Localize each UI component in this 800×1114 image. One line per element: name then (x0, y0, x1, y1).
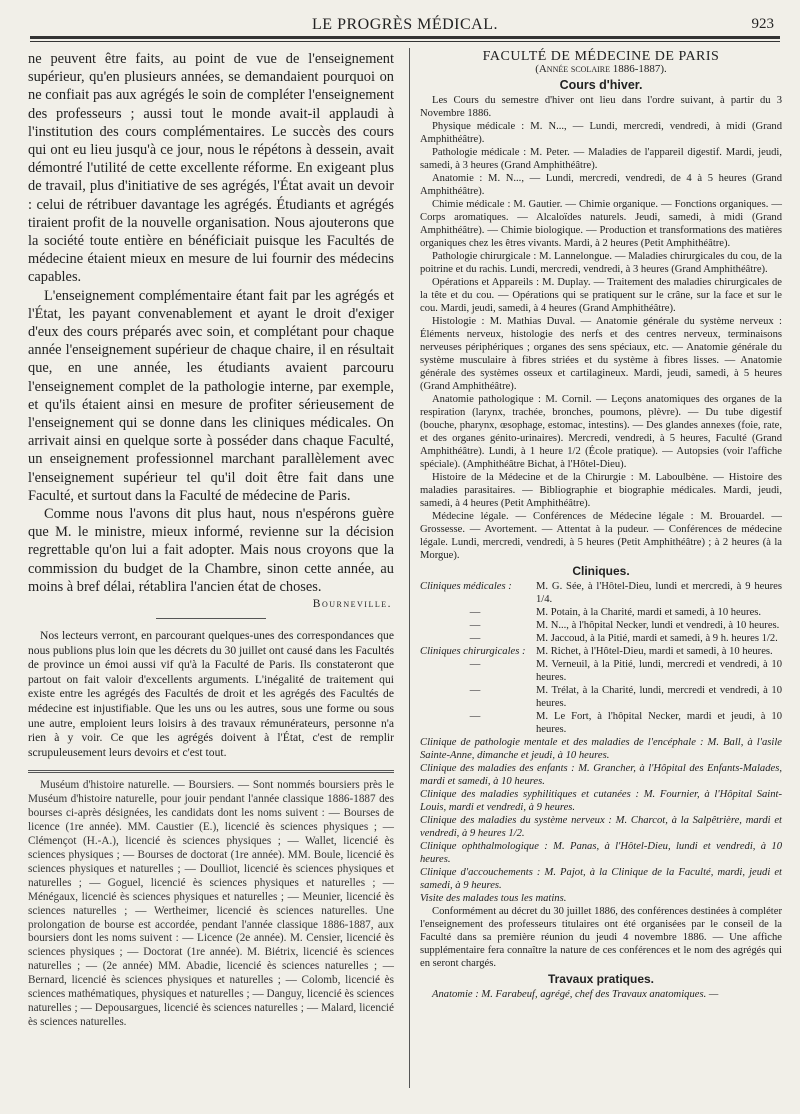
left-column (28, 50, 394, 1030)
clinic-row (420, 658, 782, 684)
clinic-entry: M. Richet, à l'Hôtel-Dieu, mardi et samedi, à 10 heures. (536, 646, 773, 657)
ditto-dash: — (469, 607, 481, 618)
editorial-note: Nos lecteurs verront, en parcourant quelques-unes des correspondances que nous publions plus loin que les décrets du 30 juillet ont causé dans les Facultés de province un émoi aussi vif qu'à la Faculté de Paris. Ils constateront que partout on fait valoir d'excellents arguments. L'inégalité de traitement qui existe entre les agrégés des Facultés de droit et les agrégés des Facultés de médecine est injustifiable. Que les uns ou les autres, sous une forme ou sous une autre, emploient leurs loisirs à des travaux rémunérateurs, personne n'a rien à y voir. Ce que les agrégés doivent à l'État, c'est de remplir scrupuleusement leurs devoirs et c'est tout. (28, 629, 394, 759)
course-item: Histologie : M. Mathias Duval. — Anatomie générale du système nerveux : Éléments nerveux, histologie des nerfs et des centres nerveux, terminaisons nerveuses périphériques ; organes des sens spéciaux, etc. — Anatomie générale du système musculaire à fibres striées et du système à fibres lisses. — Anatomie générale des systèmes osseux et cartilagineux. Mardi, jeudi, samedi, à 5 heures (Grand Amphithéâtre). (420, 316, 782, 392)
page-number: 923 (751, 16, 774, 32)
course-item: Médecine légale. — Conférences de Médecine légale : M. Brouardel. — Grossesse. — Avortement. — Attentat à la pudeur. — Conférences de médecine légale. Lundi, mercredi, vendredi, à 5 heures (Petit Amphithéâtre) ; à 2 heures (à la Morgue). (420, 511, 782, 561)
clinic-entry: M. Jaccoud, à la Pitié, mardi et samedi, à 9 h. heures 1/2. (536, 633, 778, 644)
clinic-row (420, 632, 782, 645)
clinic-row (420, 580, 782, 606)
clinic-row (420, 684, 782, 710)
winter-intro: Les Cours du semestre d'hiver ont lieu dans l'ordre suivant, à partir du 3 Novembre 1886. (420, 95, 782, 119)
clinic-row (420, 710, 782, 736)
museum-notice: Muséum d'histoire naturelle. — Boursiers. — Sont nommés boursiers près le Muséum d'histoire naturelle, pour jouir pendant l'année classique 1886-1887 des bourses ci-après désignées, les candidats dont les noms suivent : — Bourses de licence (1re année). MM. Caustier (E.), licencié ès sciences physiques ; — Clémençot (H.-A.), licencié ès sciences physiques ; — Wallet, licencié ès sciences physiques ; — Bourses de doctorat (1re année). MM. Boule, licencié ès sciences physiques et naturelles ; — Doulliot, licencié ès sciences physiques et naturelles ; — Goguel, licencié ès sciences physiques et naturelles ; — Ménégaux, licencié ès sciences physiques et naturelles ; — Meunier, licencié ès sciences naturelles ; — Wertheimer, licencié ès sciences naturelles. Une prolongation de bourse est accordée, pendant l'année classique 1886-1887, aux boursiers dont les noms suivent : — Licence (2e année). M. Censier, licencié ès sciences physiques ; — Doctorat (1re année). M. Biétrix, licencié ès sciences naturelles ; — (2e année) MM. Abadie, licencié ès sciences naturelles ; — Bernard, licencié ès sciences physiques et naturelles ; — Colomb, licencié ès sciences mathématiques, physiques et naturelles ; — Danguy, licencié ès sciences naturelles ; — Depousargues, licencié ès sciences naturelles ; — Malard, licencié ès sciences naturelles. (28, 779, 394, 1028)
course-item: Pathologie médicale : M. Peter. — Maladies de l'appareil digestif. Mardi, jeudi, samedi, à 3 heures (Grand Amphithéâtre). (420, 147, 782, 171)
clinics-heading: Cliniques. (572, 564, 630, 578)
clinic-entry: M. Verneuil, à la Pitié, lundi, mercredi et vendredi, à 10 heures. (536, 659, 782, 683)
clinic-entry: M. Potain, à la Charité, mardi et samedi, à 10 heures. (536, 607, 762, 618)
practical-work-heading: Travaux pratiques. (547, 972, 655, 986)
section-rule (156, 618, 266, 619)
ditto-dash: — (469, 620, 481, 631)
visit-note: Visite des malades tous les matins. (420, 893, 567, 904)
column-divider (409, 48, 410, 1088)
specialty-clinic: Clinique des maladies du système nerveux : M. Charcot, à la Salpêtrière, mardi et vendredi, à 9 heures 1/2. (420, 815, 782, 839)
clinic-entry: M. Le Fort, à l'hôpital Necker, mardi et jeudi, à 10 heures. (536, 711, 782, 735)
double-rule (28, 770, 394, 773)
decree-paragraph: Conformément au décret du 30 juillet 1886, des conférences destinées à compléter l'enseignement des professeurs titulaires ont été organisées par le conseil de la Faculté dans sa première réunion du jeudi 4 novembre 1886. — Une affiche supplémentaire fera connaître la nature de ces conférences et le nom des agrégés qui en seront chargés. (420, 906, 782, 969)
course-item: Anatomie pathologique : M. Cornil. — Leçons anatomiques des organes de la respiration (larynx, trachée, bronches, poumons, plèvre). — Du tube digestif (bouche, pharynx, œsophage, estomac, intestins). — Des glandes annexes (foie, rate, et des organes génito-urinaires). Mercredi, vendredi, à 5 heures, Faculté (Grand Amphithéâtre). Lundi, à 1 heure 1/2 (École pratique). — Autopsies (voir l'affiche spéciale). (Amphithéâtre Bichat, à l'Hôtel-Dieu). (420, 394, 782, 470)
course-item: Histoire de la Médecine et de la Chirurgie : M. Laboulbène. — Histoire des maladies parasitaires. — Bibliographie et biographie médicales. Mardi, jeudi, samedi, à 4 heures (Petit Amphithéâtre). (420, 472, 782, 509)
header-rule-thin (30, 41, 780, 42)
specialty-clinic: Clinique des maladies syphilitiques et cutanées : M. Fournier, à l'Hôpital Saint-Louis, mardi et vendredi, à 9 heures. (420, 789, 782, 813)
clinic-row (420, 619, 782, 632)
clinic-row (420, 645, 782, 658)
academic-year: (Année scolaire 1886-1887). (535, 63, 667, 75)
winter-courses-heading: Cours d'hiver. (559, 78, 643, 92)
ditto-dash: — (469, 659, 481, 670)
page-header (30, 14, 780, 38)
course-item: Chimie médicale : M. Gautier. — Chimie organique. — Fonctions organiques. — Corps aromatiques. — Alcaloïdes naturels. Jeudi, samedi, à midi (Grand Amphithéâtre). — Chimie biologique. — Production et transformations des matières organiques chez les êtres vivants. Mardi, à 2 heures (Petit Amphithéâtre). (420, 199, 782, 249)
specialty-clinic: Clinique des maladies des enfants : M. Grancher, à l'Hôpital des Enfants-Malades, mardi et samedi, à 10 heures. (420, 763, 782, 787)
ditto-dash: — (469, 685, 481, 696)
course-item: Opérations et Appareils : M. Duplay. — Traitement des maladies chirurgicales de la tête et du cou. — Opérations qui se pratiquent sur le crâne, sur la face et sur le cou. Mardi, jeudi, samedi, à 4 heures (Grand Amphithéâtre). (420, 277, 782, 314)
author-signature: Bourneville. (312, 598, 392, 611)
specialty-clinic: Clinique ophthalmologique : M. Panas, à l'Hôtel-Dieu, lundi et vendredi, à 10 heures. (420, 841, 782, 865)
header-rule-thick (30, 36, 780, 39)
paragraph-3: Comme nous l'avons dit plus haut, nous n'espérons guère que M. le ministre, mieux informé, revienne sur la décision regrettable qu'on lui a fait adopter. Mais nous croyons que la commission du budget de la Chambre, sinon cette année, au moins à bref délai, rétablira l'ancien état de choses. (28, 506, 394, 595)
ditto-dash: — (469, 633, 481, 644)
clinic-entry: M. Trélat, à la Charité, lundi, mercredi et vendredi, à 10 heures. (536, 685, 782, 709)
course-item: Physique médicale : M. N..., — Lundi, mercredi, vendredi, à midi (Grand Amphithéâtre). (420, 121, 782, 145)
clinic-entry: M. N..., à l'hôpital Necker, lundi et vendredi, à 10 heures. (536, 620, 780, 631)
clinics-surgical-label: Cliniques chirurgicales : (420, 646, 526, 657)
specialty-clinic: Clinique d'accouchements : M. Pajot, à la Clinique de la Faculté, mardi, jeudi et samedi, à 9 heures. (420, 867, 782, 891)
practical-work-entry: Anatomie : M. Farabeuf, agrégé, chef des Travaux anatomiques. — (432, 989, 719, 1000)
course-item: Pathologie chirurgicale : M. Lannelongue. — Maladies chirurgicales du cou, de la poitrine et du rachis. Lundi, mercredi, vendredi, à 3 heures (Grand Amphithéâtre). (420, 251, 782, 275)
clinic-row (420, 606, 782, 619)
course-item: Anatomie : M. N..., — Lundi, mercredi, vendredi, de 4 à 5 heures (Grand Amphithéâtre). (420, 173, 782, 197)
paragraph-2: L'enseignement complémentaire étant fait par les agrégés et l'État, les payant convenablement et ayant le droit d'exiger d'eux des cours préparés avec soin, et complétant pour chaque année l'enseignement supérieur de chaque chaire, il en résultait que, en une année, les étudiants avaient parcouru l'enseignement complet de la pathologie interne, par exemple, et qu'ils étaient ainsi en mesure de profiter sérieusement de l'enseignement qui se donne dans les cliniques médicales. On arrivait ainsi en quelque sorte à posséder dans chaque Faculté, un enseignement professionnel marchant parallèlement avec l'enseignement supérieur tel qu'il doit être fait dans une Faculté, et surtout dans la Faculté de médecine de Paris. (28, 287, 394, 504)
clinic-entry: M. G. Sée, à l'Hôtel-Dieu, lundi et mercredi, à 9 heures 1/4. (536, 581, 782, 605)
journal-title: LE PROGRÈS MÉDICAL. (312, 16, 498, 33)
faculty-title: FACULTÉ DE MÉDECINE DE PARIS (482, 49, 720, 64)
paragraph-1: ne peuvent être faits, au point de vue de l'enseignement supérieur, qu'en plusieurs années, se demandaient pourquoi on ne confiait pas aux agrégés le soin de compléter l'enseignement des professeurs ; aussi tout le monde avait-il applaudi à l'institution des cours complémentaires. Le succès des cours qui ont eu lieu jusqu'à ce jour, nous le répétons à dessein, avait démontré l'utilité de cette excellente réforme. En exigeant plus de travail, plus d'initiative de ses agrégés, l'État avait un devoir : celui de rétribuer davantage les agrégés. Étudiants et agrégés tiraient profit de la nouvelle organisation. Nous ajouterons que la société toute entière en bénéficiait puisque les Facultés de médecine étaient mieux en mesure de lui fournir des médecins capables. (28, 51, 394, 286)
clinics-medical-label: Cliniques médicales : (420, 581, 512, 592)
specialty-clinic: Clinique de pathologie mentale et des maladies de l'encéphale : M. Ball, à l'asile Sainte-Anne, dimanche et jeudi, à 10 heures. (420, 737, 782, 761)
right-column (420, 50, 782, 1001)
ditto-dash: — (469, 711, 481, 722)
